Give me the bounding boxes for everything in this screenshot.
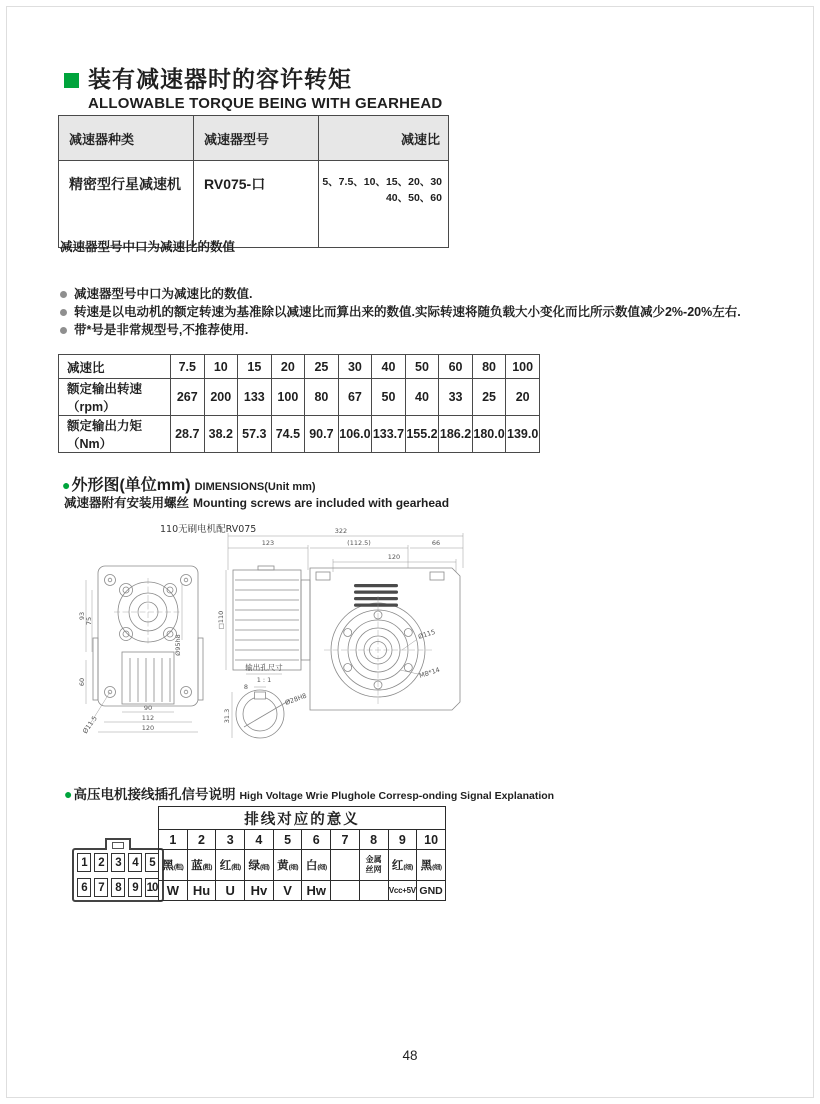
col-header-type: 减速器种类 <box>59 116 194 161</box>
signal-cell: Vcc+5V <box>388 881 417 901</box>
wiring-heading-en: High Voltage Wrie Plughole Corresp-onding Signal Explanation <box>239 790 555 802</box>
dim-bottom-2: 112 <box>141 714 155 722</box>
pin-number-cell: 3 <box>216 830 245 850</box>
wire-color-cell <box>331 850 360 881</box>
spec-cell: 25 <box>472 379 506 416</box>
col-header-ratio: 减速比 <box>319 116 449 161</box>
wire-color-cell: 金属丝网 <box>359 850 388 881</box>
spec-cell: 40 <box>405 379 439 416</box>
drawing-caption: 110无刷电机配RV075 <box>160 524 257 535</box>
dim-left-3: 60 <box>78 677 86 687</box>
wire-color-cell: 绿(细) <box>245 850 274 881</box>
connector-pin: 2 <box>94 853 108 872</box>
connector-pin: 10 <box>145 878 159 897</box>
note-item <box>60 324 741 338</box>
spec-cell: 155.2 <box>405 416 439 453</box>
signal-cell <box>359 881 388 901</box>
spec-cell: 50 <box>372 379 406 416</box>
wire-color-cell: 黑(细) <box>417 850 446 881</box>
spec-row-label: 减速比 <box>59 355 171 379</box>
wiring-heading <box>64 783 554 803</box>
spec-cell: 30 <box>338 355 372 379</box>
output-hole-label: 输出孔尺寸 <box>245 663 283 672</box>
spec-cell: 100 <box>271 379 305 416</box>
col-header-model: 减速器型号 <box>194 116 319 161</box>
page-title-cn: 装有减速器时的容许转矩 <box>88 66 352 92</box>
connector-pin: 8 <box>111 878 125 897</box>
dim-mid: (112.5) <box>347 539 371 547</box>
table-row <box>159 850 446 881</box>
signal-cell: Hw <box>302 881 331 901</box>
table-row <box>159 830 446 850</box>
green-dot-icon: ● <box>64 786 73 802</box>
signal-cell: V <box>273 881 302 901</box>
dim-left-2: 75 <box>85 616 93 626</box>
wiring-table-title: 排线对应的意义 <box>159 807 446 830</box>
note-item <box>60 306 741 320</box>
wiring-heading-cn: 高压电机接线插孔信号说明 <box>73 787 236 802</box>
spec-cell: 80 <box>305 379 339 416</box>
bullet-dot-icon <box>60 309 67 316</box>
spec-cell: 60 <box>439 355 473 379</box>
signal-cell: U <box>216 881 245 901</box>
dimensions-heading-en: DIMENSIONS(Unit mm) <box>194 481 316 493</box>
spec-table <box>58 354 540 453</box>
note-text: 转速是以电动机的额定转速为基准除以减速比而算出来的数值.实际转速将随负载大小变化而比所示数值减少2%-20%左右. <box>74 304 741 319</box>
spec-row-label: 额定输出力矩（Nm） <box>59 416 171 453</box>
table-row <box>159 807 446 830</box>
dimensions-heading <box>62 472 316 495</box>
spec-cell: 57.3 <box>238 416 272 453</box>
green-square-icon <box>64 73 79 88</box>
dim-bolt: M8*14 <box>418 665 441 680</box>
spec-cell: 139.0 <box>506 416 540 453</box>
wire-color-cell: 黄(细) <box>273 850 302 881</box>
spec-cell: 28.7 <box>171 416 205 453</box>
connector-pin: 9 <box>128 878 142 897</box>
connector-pin: 4 <box>128 853 142 872</box>
dimensions-heading-cn: 外形图(单位mm) <box>71 477 191 494</box>
bullet-dot-icon <box>60 327 67 334</box>
bullet-dot-icon <box>60 291 67 298</box>
dim-motor-length: 123 <box>261 539 275 547</box>
dim-left-1: 93 <box>78 611 86 621</box>
spec-cell: 20 <box>271 355 305 379</box>
connector-tab-slot <box>112 842 124 849</box>
dim-flange-top: 120 <box>387 553 401 561</box>
wire-color-cell: 红(粗) <box>216 850 245 881</box>
connector-pin: 5 <box>145 853 159 872</box>
page-title-en: ALLOWABLE TORQUE BEING WITH GEARHEAD <box>88 94 443 112</box>
spec-cell: 133 <box>238 379 272 416</box>
page-number: 48 <box>402 1048 418 1063</box>
connector-pin: 1 <box>77 853 91 872</box>
table-row <box>159 881 446 901</box>
dimension-drawing <box>78 520 478 755</box>
table-row <box>59 379 540 416</box>
connector-plug-icon <box>72 848 164 902</box>
wire-color-cell: 白(细) <box>302 850 331 881</box>
signal-cell: W <box>159 881 188 901</box>
connector-pin: 3 <box>111 853 125 872</box>
dim-bottom-1: 90 <box>143 704 153 712</box>
dim-out-flange: Ø115 <box>417 627 437 641</box>
spec-cell: 25 <box>305 355 339 379</box>
dimensions-subtitle-cn: 减速器附有安装用螺丝 <box>64 496 190 510</box>
table-row <box>59 161 449 248</box>
dim-bottom-3: 120 <box>141 724 155 732</box>
gearhead-ratio-cell <box>319 161 449 248</box>
pin-number-cell: 6 <box>302 830 331 850</box>
wire-color-cell: 红(细) <box>388 850 417 881</box>
spec-cell: 38.2 <box>204 416 238 453</box>
dim-hole: Ø11.5 <box>81 714 99 736</box>
spec-cell: 20 <box>506 379 540 416</box>
note-text: 减速器型号中口为减速比的数值. <box>74 287 253 301</box>
spec-cell: 90.7 <box>305 416 339 453</box>
note-text: 带*号是非常规型号,不推荐使用. <box>74 322 249 337</box>
table-row <box>59 116 449 161</box>
connector-pin: 7 <box>94 878 108 897</box>
spec-cell: 180.0 <box>472 416 506 453</box>
note-item <box>60 288 741 302</box>
ratio-line-2: 40、50、60 <box>385 192 442 205</box>
gearhead-type-cell: 精密型行星减速机 <box>59 161 194 248</box>
spec-cell: 133.7 <box>372 416 406 453</box>
spec-cell: 15 <box>238 355 272 379</box>
spec-row-label: 额定输出转速（rpm） <box>59 379 171 416</box>
dimensions-subtitle-en: Mounting screws are included with gearhead <box>193 496 450 510</box>
dim-key-width: 8 <box>243 683 248 691</box>
section-title <box>64 66 442 112</box>
green-dot-icon: ● <box>62 477 71 493</box>
connector-pin: 6 <box>77 878 91 897</box>
spec-cell: 100 <box>506 355 540 379</box>
signal-cell: Hu <box>187 881 216 901</box>
spec-cell: 106.0 <box>338 416 372 453</box>
spec-cell: 7.5 <box>171 355 205 379</box>
connector-pin-row <box>77 853 159 872</box>
pin-number-cell: 10 <box>417 830 446 850</box>
notes-block <box>60 288 741 341</box>
spec-cell: 200 <box>204 379 238 416</box>
dimensions-subtitle <box>64 493 449 511</box>
connector-tab <box>105 838 131 850</box>
table-row <box>59 355 540 379</box>
spec-cell: 40 <box>372 355 406 379</box>
output-scale: 1 : 1 <box>256 676 272 684</box>
pin-number-cell: 7 <box>331 830 360 850</box>
spec-cell: 67 <box>338 379 372 416</box>
spec-cell: 50 <box>405 355 439 379</box>
gearhead-table-note: 减速器型号中口为减速比的数值 <box>60 240 236 254</box>
ratio-line-1: 5、7.5、10、15、20、30 <box>322 176 442 188</box>
pin-number-cell: 1 <box>159 830 188 850</box>
dim-motor-frame: □110 <box>217 610 225 630</box>
pin-number-cell: 2 <box>187 830 216 850</box>
spec-cell: 186.2 <box>439 416 473 453</box>
gearhead-model-cell: RV075-口 <box>194 161 319 248</box>
wiring-table <box>158 806 446 901</box>
dim-out-bore: Ø28H8 <box>283 691 308 707</box>
table-row <box>59 416 540 453</box>
wire-color-cell: 蓝(粗) <box>187 850 216 881</box>
signal-cell <box>331 881 360 901</box>
signal-cell: Hv <box>245 881 274 901</box>
dim-right: 66 <box>431 539 441 547</box>
spec-cell: 74.5 <box>271 416 305 453</box>
dim-spigot: Ø95h8 <box>174 634 182 656</box>
pin-number-cell: 4 <box>245 830 274 850</box>
gearhead-table <box>58 115 449 248</box>
spec-cell: 80 <box>472 355 506 379</box>
wire-color-cell: 黑(粗) <box>159 850 188 881</box>
dim-overall: 322 <box>334 527 348 535</box>
spec-cell: 267 <box>171 379 205 416</box>
spec-cell: 33 <box>439 379 473 416</box>
dim-key-depth: 31.3 <box>223 708 231 724</box>
pin-number-cell: 8 <box>359 830 388 850</box>
pin-number-cell: 9 <box>388 830 417 850</box>
pin-number-cell: 5 <box>273 830 302 850</box>
signal-cell: GND <box>417 881 446 901</box>
spec-cell: 10 <box>204 355 238 379</box>
connector-pin-row <box>77 878 159 897</box>
